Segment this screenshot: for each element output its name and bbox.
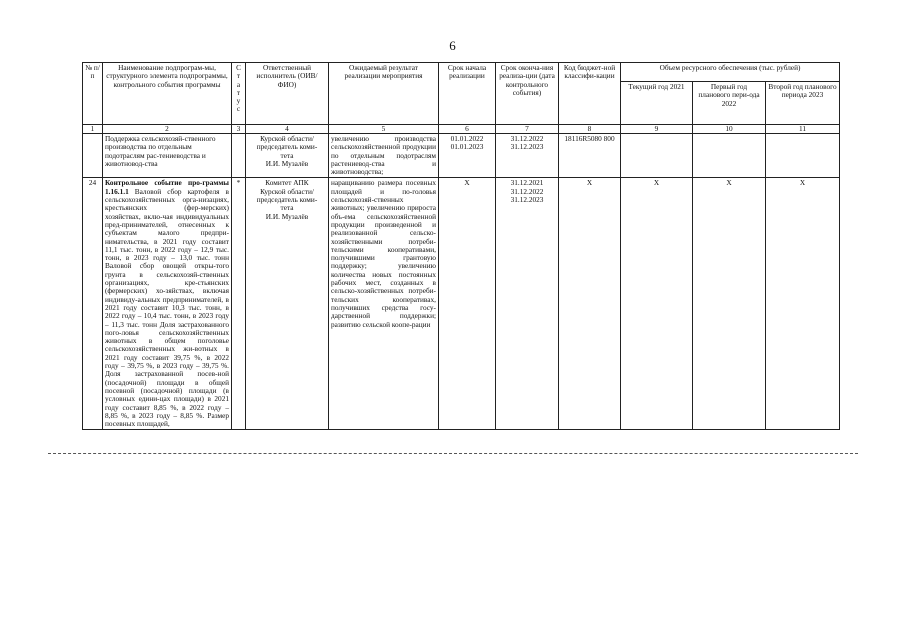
row-name: Поддержка сельскохозяй-ственного производства по отдельным подотраслям рас-тениеводства и животновод-ства xyxy=(103,134,232,178)
header-row-1 xyxy=(83,63,840,82)
header-volume: Объем ресурсного обеспечения (тыс. рублей) xyxy=(621,63,840,82)
column-number: 5 xyxy=(329,125,439,134)
header-year-first: Первый год планового пери-ода 2022 xyxy=(693,82,766,125)
column-number: 6 xyxy=(439,125,496,134)
row-start: 01.01.2022 01.01.2023 xyxy=(439,134,496,178)
column-number: 8 xyxy=(559,125,621,134)
header-no: № п/п xyxy=(83,63,103,125)
row-v2021 xyxy=(621,134,693,178)
row-responsible: Комитет АПК Курской области/ председатель коми- тета И.И. Музалёв xyxy=(246,178,329,430)
header-start: Срок начала реализации xyxy=(439,63,496,125)
row-result: наращиванию размера посевных площадей и по-головья сельскохозяй-ственных животных; увеличению прироста объ-ема сельскохозяйственной продукции произведенной и реализованной сельско-хозяйственными потреби-тельскими кооперативами, получившими грантовую поддержку; увеличению количества новых постоянных рабочих мест, созданных в сельско-хозяйственных потреби-тельских кооперативах, получивших средства госу-дарственной поддержки; развитию сельской коопе-рации xyxy=(329,178,439,430)
row-no xyxy=(83,134,103,178)
row-v2023: X xyxy=(766,178,840,430)
row-v2021: X xyxy=(621,178,693,430)
row-status xyxy=(232,134,246,178)
header-responsible: Ответственный исполнитель (ОИВ/ФИО) xyxy=(246,63,329,125)
column-numbers-row xyxy=(83,125,840,134)
header-budget: Код бюджет-ной классифи-кации xyxy=(559,63,621,125)
header-result: Ожидаемый результат реализации мероприятия xyxy=(329,63,439,125)
row-name-text: Валовой сбор картофеля в сельскохозяйственных орга-низациях, крестьянских (фер-мерских) хозяйствах, вклю-чая индивидуальных пред-принимателей, отнесенных к субъектам малого предпри-нимательства, в 2021 году составит 11,1 тыс. тонн, в 2022 году – 12,9 тыс. тонн, в 2023 году – 13,0 тыс. тонн Валовой сбор овощей откры-того грунта в сельскохозяй-ственных организациях, кре-стьянских (фермерских) хо-зяйствах, включая индивиду-альных предпринимателей, в 2021 году составит 10,3 тыс. тонн, в 2022 году – 10,4 тыс. тонн, в 2023 году – 11,3 тыс. тонн Доля застрахованного пого-ловья сельскохозяйственных животных в общем поголовье сельскохозяйственных жи-вотных в 2021 году составит 39,75 %, в 2022 году – 39,75 %, в 2023 году – 39,75 %. Доля застрахованной посев-ной (посадочной) площади в общей посевной (посадочной) площади (в условных едини-цах площади) в 2021 году составит 8,85 %, в 2022 году – 8,85 %, в 2023 году – 8,85 %. Размер посевных площадей, xyxy=(105,186,229,429)
row-result: увеличению производства сельскохозяйственной продукции по отдельным подотраслям растениевод-ства и животноводства; xyxy=(329,134,439,178)
column-number: 9 xyxy=(621,125,693,134)
header-status: С т а т у с xyxy=(232,63,246,125)
row-name xyxy=(103,178,232,430)
row-start: X xyxy=(439,178,496,430)
column-number: 3 xyxy=(232,125,246,134)
row-responsible: Курской области/ председатель коми- тета И.И. Музалёв xyxy=(246,134,329,178)
column-number: 7 xyxy=(496,125,559,134)
column-number: 1 xyxy=(83,125,103,134)
row-v2022: X xyxy=(693,178,766,430)
row-end: 31.12.2021 31.12.2022 31.12.2023 xyxy=(496,178,559,430)
scan-fold-line xyxy=(48,453,858,454)
row-v2022 xyxy=(693,134,766,178)
row-budget: X xyxy=(559,178,621,430)
column-number: 4 xyxy=(246,125,329,134)
header-year-second: Второй год планового периода 2023 xyxy=(766,82,840,125)
column-number: 10 xyxy=(693,125,766,134)
column-number: 2 xyxy=(103,125,232,134)
row-budget: 18116R5080 800 xyxy=(559,134,621,178)
header-name: Наименование подпрограм-мы, структурного элемента подпрограммы, контрольного события программы xyxy=(103,63,232,125)
table-row xyxy=(83,178,840,430)
row-name-title: Контрольное событие про-граммы 1.16.1.1 xyxy=(105,178,229,196)
row-no: 24 xyxy=(83,178,103,430)
table-row xyxy=(83,134,840,178)
row-v2023 xyxy=(766,134,840,178)
resource-table xyxy=(82,62,840,430)
header-end: Срок оконча-ния реализа-ции (дата контрольного события) xyxy=(496,63,559,125)
column-number: 11 xyxy=(766,125,840,134)
row-status: * xyxy=(232,178,246,430)
header-year-current: Текущий год 2021 xyxy=(621,82,693,125)
page-number: 6 xyxy=(449,38,456,53)
row-end: 31.12.2022 31.12.2023 xyxy=(496,134,559,178)
